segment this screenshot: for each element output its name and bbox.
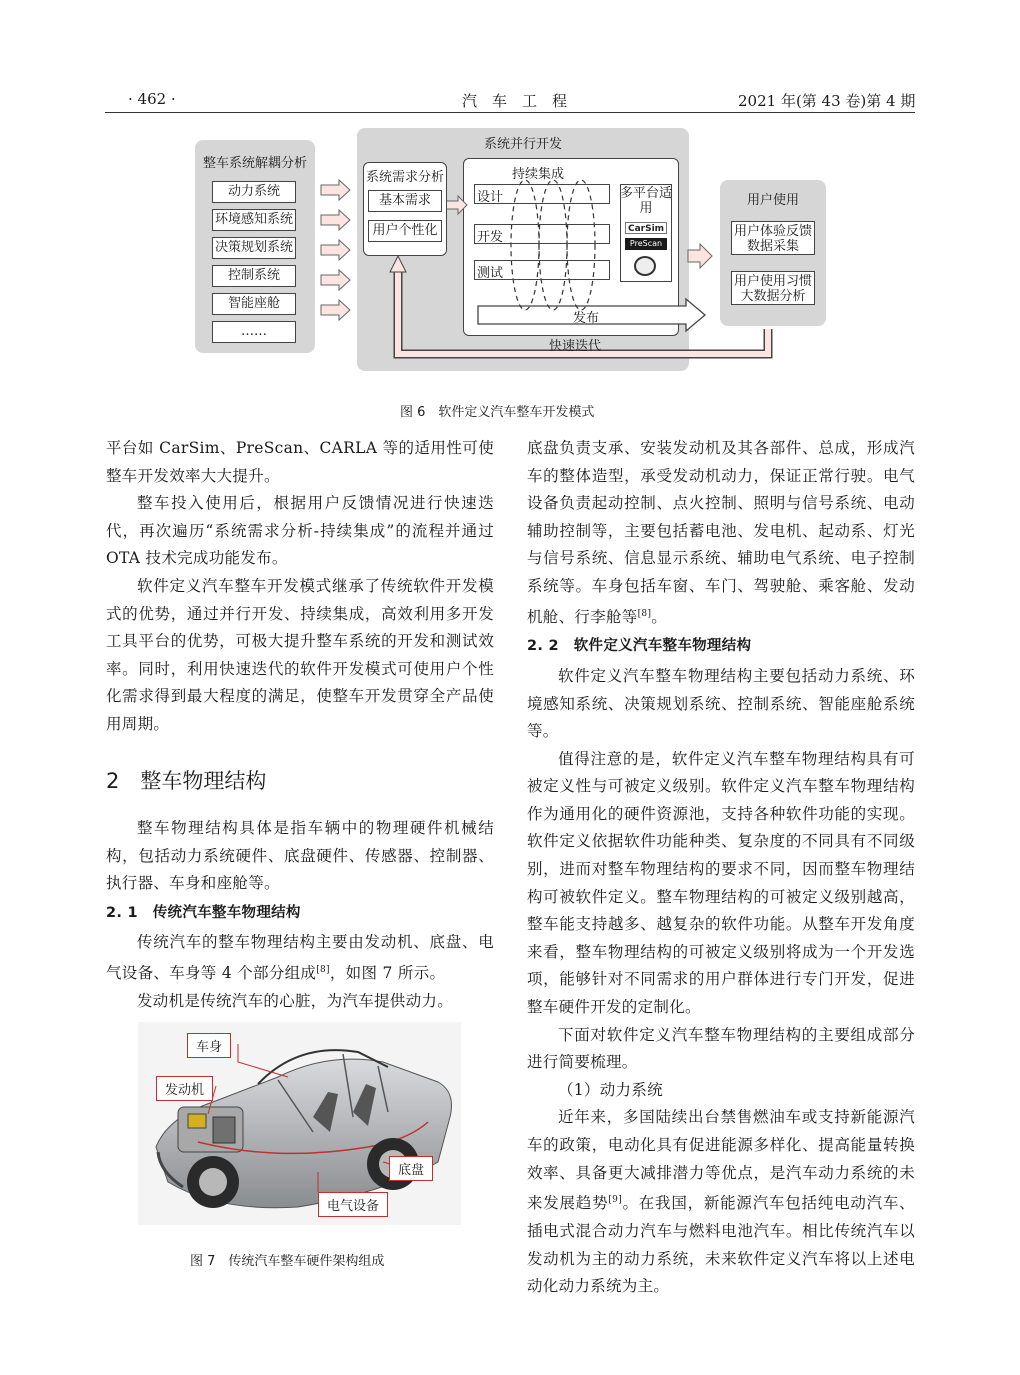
req-basic: 基本需求 <box>368 190 442 212</box>
stage-design: 设计 <box>477 190 504 205</box>
figure-7-caption: 图 7 传统汽车整车硬件架构组成 <box>190 1254 385 1269</box>
left-column-bottom <box>106 815 494 1015</box>
right-column <box>527 435 915 1301</box>
label-chassis: 底盘 <box>389 1156 433 1181</box>
parallel-dev-title: 系统并行开发 <box>483 137 562 152</box>
user-feedback: 用户体验反馈数据采集 <box>731 221 815 255</box>
prescan-logo: PreScan <box>625 238 667 250</box>
item-perception: 环境感知系统 <box>212 209 296 231</box>
item-powertrain: 动力系统 <box>212 181 296 203</box>
item-cockpit: 智能座舱 <box>212 293 296 315</box>
ci-title: 持续集成 <box>511 167 564 182</box>
stage-dev: 开发 <box>477 230 504 245</box>
req-to-ci-arrow <box>446 196 467 214</box>
ci-to-user-arrow <box>688 244 712 268</box>
paragraph: 软件定义汽车整车物理结构主要包括动力系统、环境感知系统、决策规划系统、控制系统、智能座舱系统等。 <box>527 666 915 741</box>
label-engine: 发动机 <box>156 1076 213 1101</box>
item-control: 控制系统 <box>212 265 296 287</box>
paragraph: 近年来，多国陆续出台禁售燃油车或支持新能源汽车的政策，电动化具有促进能源多样化、提高能量转换效率、具备更大减排潜力等优点，是汽车动力系统的未来发展趋势[9]。在我国，新能源汽车包括纯电动汽车、插电式混合动力汽车与燃料电池汽车。相比传统汽车以发动机为主的动力系统，未来软件定义汽车将以上述电动化动力系统为主。 <box>527 1108 915 1296</box>
page-number: · 462 · <box>128 90 176 108</box>
item-more: …… <box>212 321 296 343</box>
label-body: 车身 <box>187 1033 231 1058</box>
paragraph: 底盘负责支承、安装发动机及其各部件、总成，形成汽车的整体造型，承受发动机动力，保证正常行驶。电气设备负责起动控制、点火控制、照明与信号系统、电动辅助控制等，主要包括蓄电池、发电机、起动系、灯光与信号系统、信息显示系统、辅助电气系统、电子控制系统等。车身包括车窗、车门、驾驶舱、乘客舱、发动机舱、行李舱等[8]。 <box>527 439 915 626</box>
citation: [9] <box>608 1195 623 1206</box>
stage-test: 测试 <box>477 266 504 281</box>
section-heading: 2 整车物理结构 <box>106 769 267 793</box>
paragraph: 软件定义汽车整车开发模式继承了传统软件开发模式的优势，通过并行开发、持续集成，高效利用多开发工具平台的优势，可极大提升整车系统的开发和测试效率。同时，利用快速迭代的软件开发模式可使用户个性化需求得到最大程度的满足，使整车开发贯穿全产品使用周期。 <box>106 576 494 733</box>
figure-6-caption: 图 6 软件定义汽车整车开发模式 <box>400 405 595 420</box>
list-heading: （1）动力系统 <box>558 1080 663 1099</box>
paragraph: 整车投入使用后，根据用户反馈情况进行快速迭代，再次遍历“系统需求分析-持续集成”的流程并通过 OTA 技术完成功能发布。 <box>106 494 494 568</box>
citation: [8] <box>637 608 652 619</box>
label-electrical: 电气设备 <box>318 1192 388 1217</box>
citation: [8] <box>316 964 330 975</box>
left-column-top <box>106 435 494 739</box>
paragraph: 整车物理结构具体是指车辆中的物理硬件机械结构，包括动力系统硬件、底盘硬件、传感器、控制器、执行器、车身和座舱等。 <box>106 819 494 893</box>
user-habit: 用户使用习惯大数据分析 <box>731 271 815 305</box>
issue-info: 2021 年(第 43 卷)第 4 期 <box>738 92 916 110</box>
decouple-title: 整车系统解耦分析 <box>202 156 307 171</box>
req-title: 系统需求分析 <box>365 170 444 185</box>
carsim-logo: CarSim <box>625 222 667 234</box>
user-title: 用户使用 <box>746 193 799 208</box>
paragraph: 平台如 CarSim、PreScan、CARLA 等的适用性可使整车开发效率大大提升。 <box>106 439 494 485</box>
platform-title: 多平台适用 <box>620 186 673 216</box>
item-planning: 决策规划系统 <box>212 237 296 259</box>
paragraph: 发动机是传统汽车的心脏，为汽车提供动力。 <box>137 991 454 1010</box>
subsection-heading: 2. 1 传统汽车整车物理结构 <box>106 904 301 921</box>
paragraph: 值得注意的是，软件定义汽车整车物理结构具有可被定义性与可被定义级别。软件定义汽车整车物理结构作为通用化的硬件资源池，支持各种软件功能的实现。软件定义依据软件功能种类、复杂度的不同具有不同级别，进而对整车物理结构的要求不同，因而整车物理结构可被软件定义。整车物理结构的可被定义级别越高，整车能支持越多、越复杂的软件功能。从整车开发角度来看，整车物理结构的可被定义级别将成为一个开发选项，能够针对不同需求的用户群体进行专门开发，促进整车硬件开发的定制化。 <box>527 749 915 1017</box>
paragraph: 传统汽车的整车物理结构主要由发动机、底盘、电气设备、车身等 4 个部分组成[8]，如图 7 所示。 <box>106 933 494 983</box>
figure-6 <box>0 0 1020 400</box>
carla-logo-icon <box>634 256 656 276</box>
release-label: 发布 <box>572 311 599 326</box>
paragraph: 下面对软件定义汽车整车物理结构的主要组成部分进行简要梳理。 <box>527 1025 915 1072</box>
subsection-heading: 2. 2 软件定义汽车整车物理结构 <box>527 638 752 655</box>
decouple-arrows <box>321 180 350 320</box>
iteration-label: 快速迭代 <box>548 339 601 354</box>
journal-title: 汽 车 工 程 <box>462 92 568 110</box>
req-personal: 用户个性化 <box>368 220 442 242</box>
